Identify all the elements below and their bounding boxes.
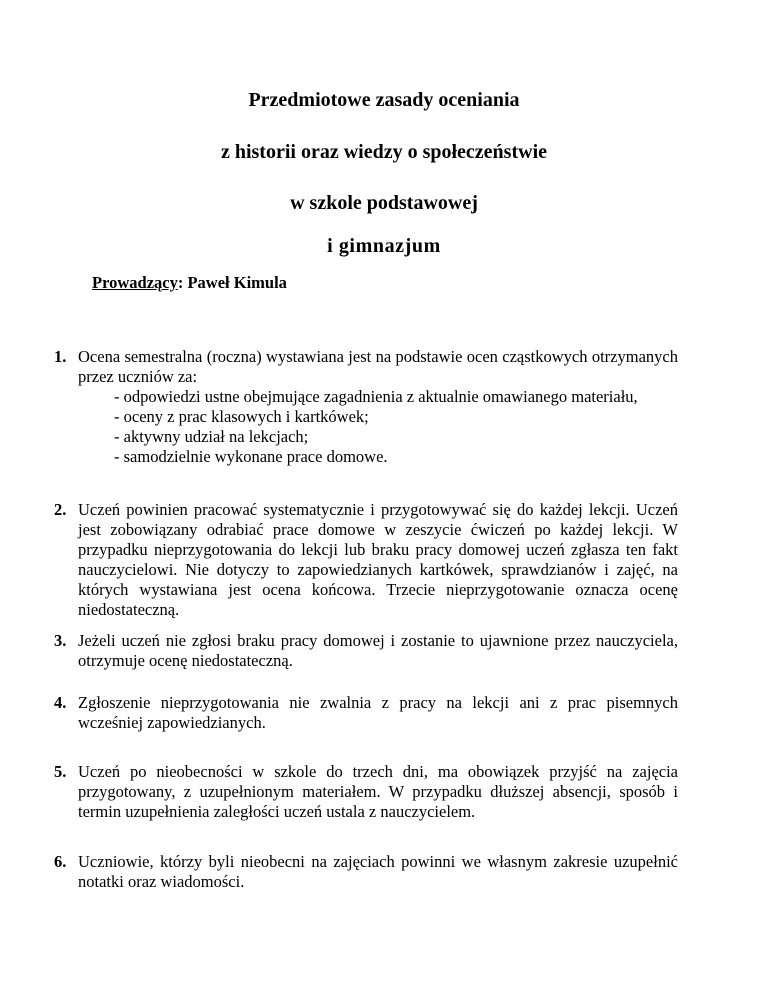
rule-subitem: - odpowiedzi ustne obejmujące zagadnienia z aktualnie omawianego materiału, [114,387,638,406]
rule-item-6 [54,852,678,892]
rule-text: Zgłoszenie nieprzygotowania nie zwalnia z pracy na lekcji ani z prac pisemnych wcześniej zapowiedzianych. [78,693,678,732]
rule-number: 3. [54,631,67,650]
author-label: Prowadzący [92,273,178,292]
title-line-1: Przedmiotowe zasady oceniania [248,89,520,111]
author-line [92,273,287,293]
rule-text: Uczeń powinien pracować systematycznie i przygotowywać się do każdej lekcji. Uczeń jest zobowiązany odrabiać prace domowe w zeszycie ćwiczeń po każdej lekcji. W przypadku nieprzygotowania do lekcji lub braku pracy domowej uczeń zgłasza ten fakt nauczycielowi. Nie dotyczy to zapowiedzianych kartkówek, sprawdzianów i zajęć, na których wystawiana jest ocena końcowa. Trzecie nieprzygotowanie oznacza ocenę niedostateczną. [78,500,678,619]
rule-text: Ocena semestralna (roczna) wystawiana jest na podstawie ocen cząstkowych otrzymanych przez uczniów za: [78,347,678,386]
rule-item-5 [54,762,678,822]
rule-text: Uczniowie, którzy byli nieobecni na zajęciach powinni we własnym zakresie uzupełnić notatki oraz wiadomości. [78,852,678,891]
title-line-3: w szkole podstawowej [290,192,478,214]
rule-item-2 [54,500,678,620]
author-name: Paweł Kimula [187,273,287,292]
title-line-2: z historii oraz wiedzy o społeczeństwie [220,141,548,163]
rule-number: 1. [54,347,67,366]
title-line-4: i gimnazjum [327,235,441,257]
rule-item-3 [54,631,678,671]
rule-number: 5. [54,762,67,781]
rule-text: Jeżeli uczeń nie zgłosi braku pracy domowej i zostanie to ujawnione przez nauczyciela, otrzymuje ocenę niedostateczną. [78,631,678,670]
rule-number: 4. [54,693,67,712]
rule-item-1 [54,347,678,467]
rule-number: 6. [54,852,67,871]
rule-subitem: - samodzielnie wykonane prace domowe. [114,447,388,466]
rule-subitem: - aktywny udział na lekcjach; [114,427,309,446]
rule-text: Uczeń po nieobecności w szkole do trzech dni, ma obowiązek przyjść na zajęcia przygotowany, z uzupełnionym materiałem. W przypadku dłuższej absencji, sposób i termin uzupełnienia zaległości uczeń ustala z nauczycielem. [78,762,678,821]
rule-item-4 [54,693,678,733]
rule-number: 2. [54,500,67,519]
rule-subitem: - oceny z prac klasowych i kartkówek; [114,407,369,426]
author-separator: : [177,273,184,292]
